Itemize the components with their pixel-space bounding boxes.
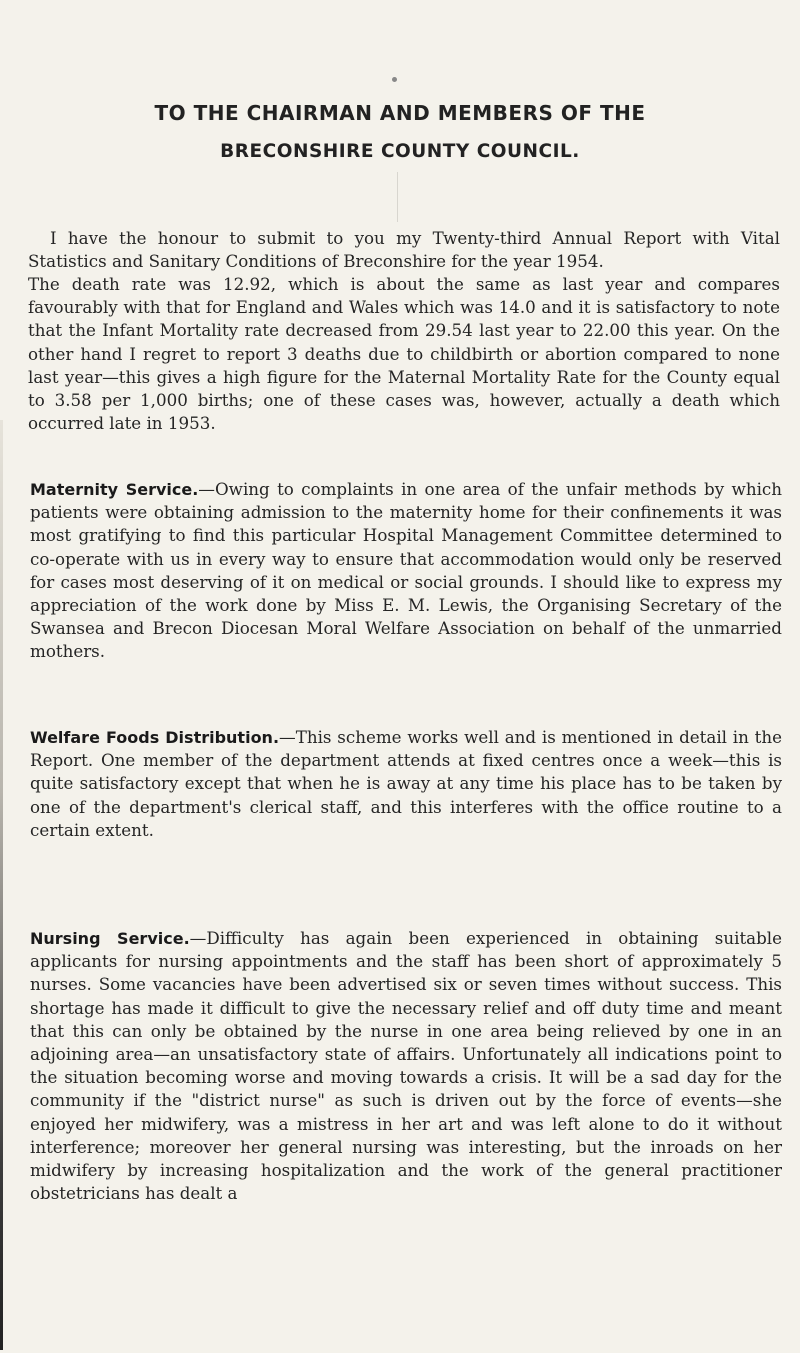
rates-paragraph: The death rate was 12.92, which is about the same as last year and compares favourably with that for England and Wales which was 14.0 and it is satisfactory to note that the Infant Mortality rate decreased from 29.54 last year to 22.00 this year. On the other hand I regret to report 3 deaths due to childbirth or abortion compared to none last year—this gives a high figure for the Maternal Mortality Rate for the County equal to 3.58 per 1,000 births; one of these cases was, however, actually a death which occurred late in 1953. xyxy=(28,274,780,434)
welfare-foods-section-body: —This scheme works well and is mentioned in detail in the Report. One member of the department attends at fixed centres once a week—this is quite satisfactory except that when he is away at any time his place has to be taken by one of the department's clerical staff, and this interferes with the office routine to a certain extent. xyxy=(30,727,782,840)
welfare-foods-section xyxy=(30,726,782,842)
page-edge-shadow xyxy=(0,420,3,1350)
nursing-section xyxy=(30,927,782,1205)
heading-line-2: BRECONSHIRE COUNTY COUNCIL. xyxy=(220,141,580,162)
intro-paragraph: I have the honour to submit to you my Twenty-third Annual Report with Vital Statistics and Sanitary Conditions of Breconshire for the year 1954. xyxy=(28,228,780,272)
punch-dot xyxy=(392,77,397,82)
heading-line-1: TO THE CHAIRMAN AND MEMBERS OF THE xyxy=(154,101,646,125)
welfare-foods-section-title: Welfare Foods Distribution. xyxy=(30,728,280,747)
nursing-section-body: —Difficulty has again been experienced in obtaining suitable applicants for nursing appointments and the staff has been short of approximately 5 nurses. Some vacancies have been advertised six or seven times without success. This shortage has made it difficult to give the necessary relief and off duty time and meant that this can only be obtained by the nurse in one area being relieved by one in an adjoining area—an unsatisfactory state of affairs. Unfortunately all indications point to the situation becoming worse and moving towards a crisis. It will be a sad day for the community if the "district nurse" as such is driven out by the force of events—she enjoyed her midwifery, was a mistress in her art and was left alone to do it without interference; moreover her general nursing was interesting, but the inroads on her midwifery by increasing hospitalization and the work of the general practitioner obstetricians has dealt a xyxy=(30,928,782,1204)
maternity-section-title: Maternity Service. xyxy=(30,480,199,499)
fold-line xyxy=(397,172,398,222)
maternity-section-body: —Owing to complaints in one area of the unfair methods by which patients were obtaining admission to the maternity home for their confinements it was most gratifying to find this particular Hospital Management Committee determined to co-operate with us in every way to ensure that accommodation would only be reserved for cases most deserving of it on medical or social grounds. I should like to express my appreciation of the work done by Miss E. M. Lewis, the Organising Secretary of the Swansea and Brecon Diocesan Moral Welfare Association on behalf of the unmarried mothers. xyxy=(30,479,782,662)
maternity-section xyxy=(30,478,782,664)
nursing-section-title: Nursing Service. xyxy=(30,929,190,948)
